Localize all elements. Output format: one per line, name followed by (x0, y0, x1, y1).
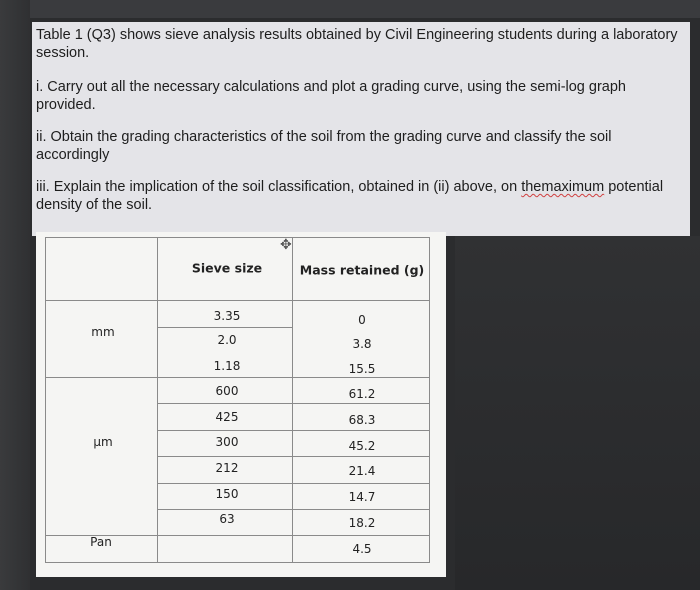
table-divider (46, 377, 429, 378)
table-cell-mass: 15.5 (348, 362, 376, 376)
table-divider (157, 403, 429, 404)
question-part-iii-end: potential density of the soil. (36, 179, 664, 213)
table-divider (292, 238, 293, 562)
table-cell-mass: 0 (358, 313, 366, 327)
table-cell-mass: 45.2 (348, 439, 376, 453)
table-divider (157, 456, 429, 457)
table-divider (46, 300, 429, 301)
background-strip-top (0, 0, 700, 18)
table-divider (157, 509, 429, 510)
unit-label-pan: Pan (90, 535, 112, 549)
unit-label-mm: mm (91, 325, 115, 339)
question-part-iii (36, 178, 684, 214)
table-cell-mass: 68.3 (348, 413, 376, 427)
table-cell-sieve: 212 (215, 461, 239, 475)
table-cell-sieve: 300 (215, 435, 239, 449)
background-strip-left (0, 0, 30, 590)
question-part-ii: ii. Obtain the grading characteristics of the soil from the grading curve and classify the soil accordingly (36, 129, 612, 163)
table-cell-sieve: 2.0 (217, 333, 237, 347)
move-handle-icon[interactable]: ✥ (280, 236, 292, 252)
table-cell-sieve: 63 (219, 512, 235, 526)
table-cell-mass: 21.4 (348, 464, 376, 478)
background-dark-area (455, 236, 700, 590)
table-divider (157, 327, 293, 328)
table-cell-mass: 14.7 (348, 490, 376, 504)
question-intro: Table 1 (Q3) shows sieve analysis results obtained by Civil Engineering students during a laboratory session. (36, 27, 678, 61)
header-sieve-size: Sieve size (191, 260, 263, 276)
table-divider (157, 430, 429, 431)
table-cell-sieve: 3.35 (213, 309, 241, 323)
question-text-panel (32, 22, 690, 236)
spellcheck-word: themaximum (521, 179, 605, 195)
table-cell-sieve: 600 (215, 384, 239, 398)
table-cell-sieve: 150 (215, 487, 239, 501)
table-cell-sieve: 1.18 (213, 359, 241, 373)
question-part-iii-start: iii. Explain the implication of the soil classification, obtained in (ii) above, on (36, 179, 522, 195)
sieve-table (45, 237, 430, 563)
table-cell-mass: 3.8 (352, 337, 372, 351)
header-mass-retained: Mass retained (g) (299, 262, 425, 278)
table-cell-mass: 4.5 (352, 542, 372, 556)
question-part-i: i. Carry out all the necessary calculations and plot a grading curve, using the semi-log graph provided. (36, 79, 626, 113)
table-divider (157, 238, 158, 562)
unit-label-um: µm (93, 435, 113, 449)
table-cell-sieve: 425 (215, 410, 239, 424)
table-cell-mass: 18.2 (348, 516, 376, 530)
table-cell-mass: 61.2 (348, 387, 376, 401)
table-divider (157, 483, 429, 484)
